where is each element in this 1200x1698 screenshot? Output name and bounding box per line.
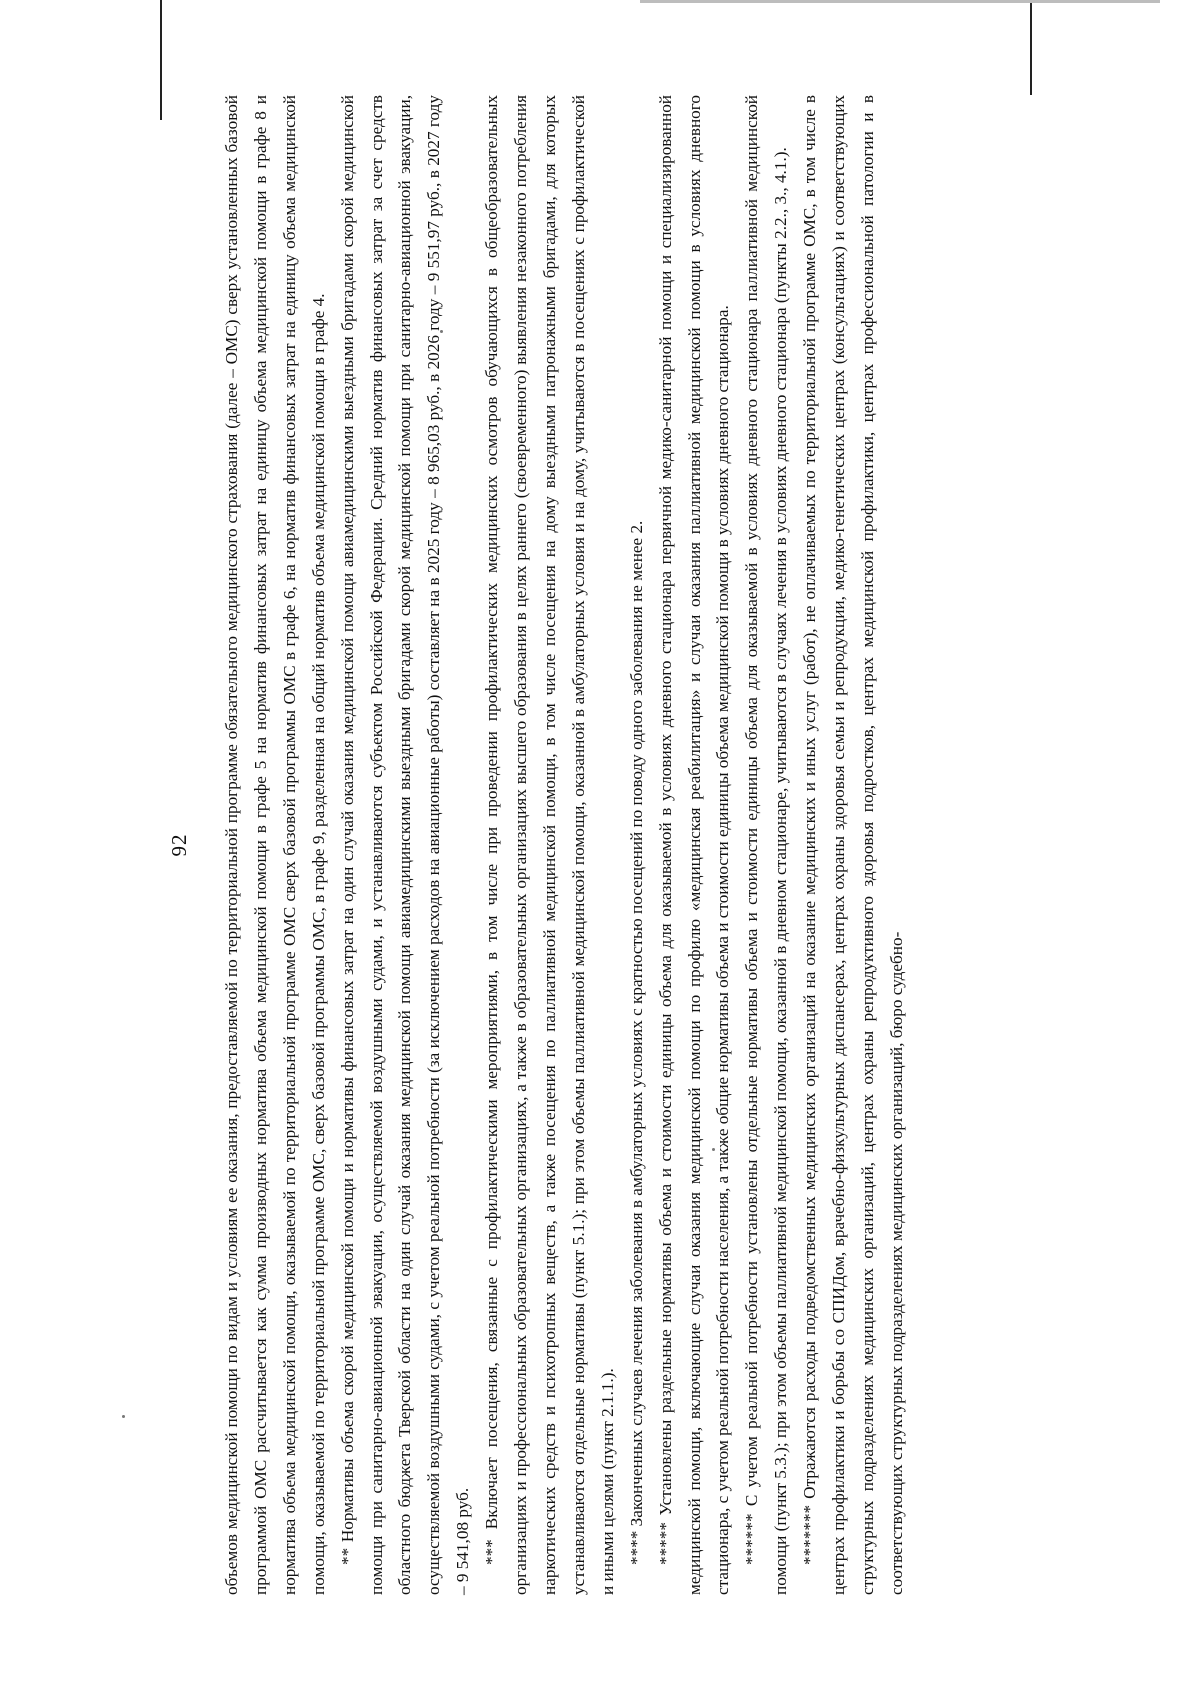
footnote-paragraph-5-stars: ***** Установлены раздельные нормативы объема и стоимости единицы объема для оказываемой в условиях дневного стационара первичной медико-санитарной помощи и специализированной медицинской помощи, включающие случаи оказания медицинской помощи по профилю «медицинская реабилитация» и случаи оказания паллиативной медицинской помощи в условиях дневного стационара, с учетом реальной потребности населения, а также общие нормативы объема и стоимости единицы объема медицинской помощи в условиях дневного стационара. [655,95,733,1595]
scan-top-line [640,0,1160,3]
footnote-paragraph-2-stars: ** Нормативы объема скорой медицинской помощи и нормативы финансовых затрат на один случай оказания медицинской помощи авиамедицинскими выездными бригадами скорой медицинской помощи при санитарно-авиационной эвакуации, осуществляемой воздушными судами, и устанавливаются субъектом Российской Федерации. Средний норматив финансовых затрат за счет средств областного бюджета Тверской области на один случай оказания медицинской помощи авиамедицинскими выездными бригадами скорой медицинской помощи при санитарно-авиационной эвакуации, осуществляемой воздушными судами, с учетом реальной потребности (за исключением расходов на авиационные работы) составляет на в 2025 году – 8 965,03 руб., в 2026 году – 9 551,97 руб., в 2027 году – 9 541,08 руб. [337,95,473,1595]
footnote-paragraph-3-stars: *** Включает посещения, связанные с профилактическими мероприятиями, в том числе при проведении профилактических медицинских осмотров обучающихся в общеобразовательных организациях и профессиональных образовательных организациях, а также в образовательных организациях высшего образования в целях раннего (своевременного) выявления незаконного потребления наркотических средств и психотропных веществ, а также посещения по паллиативной медицинской помощи, в том числе посещения на дому выездными патронажными бригадами, для которых устанавливаются отдельные нормативы (пункт 5.1.); при этом объемы паллиативной медицинской помощи, оказанной в амбулаторных условия и на дому, учитываются в посещениях с профилактической и иными целями (пункт 2.1.1.). [482,95,617,1595]
scan-edge-mark [1030,0,1032,95]
rotated-document-page [160,95,1200,1595]
footnotes-text [218,95,912,1595]
footnote-paragraph-continuation: объемов медицинской помощи по видам и условиям ее оказания, предоставляемой по территориальной программе обязательного медицинского страхования (далее – ОМС) сверх установленных базовой программой ОМС рассчитывается как сумма производных норматива объема медицинской помощи в графе 5 на норматив финансовых затрат на единицу объема медицинской помощи в графе 8 и норматива объема медицинской помощи, оказываемой по территориальной программе ОМС сверх базовой программы ОМС в графе 6, на норматив финансовых затрат на единицу объема медицинской помощи, оказываемой по территориальной программе ОМС, сверх базовой программы ОМС, в графе 9, разделенная на общий норматив объема медицинской помощи в графе 4. [222,95,328,1595]
scan-speck [122,1415,125,1418]
footnote-paragraph-7-stars: ******* Отражаются расходы подведомственных медицинских организаций на оказание медицинских и иных услуг (работ), не оплачиваемых по территориальной программе ОМС, в том числе в центрах профилактики и борьбы со СПИДом, врачебно-физкультурных диспансерах, центрах охраны здоровья семьи и репродукции, медико-генетических центрах (консультациях) и соответствующих структурных подразделениях медицинских организаций, центрах охраны репродуктивного здоровья подростков, центрах медицинской профилактики, центрах профессиональной патологии и в соответствующих структурных подразделениях медицинских организаций, бюро судебно- [800,95,906,1595]
footnote-paragraph-6-stars: ****** С учетом реальной потребности установлены отдельные нормативы объема и стоимости единицы объема для оказываемой в условиях дневного стационара паллиативной медицинской помощи (пункт 5.3.); при этом объемы паллиативной медицинской помощи, оказанной в дневном стационаре, учитываются в случаях лечения в условиях дневного стационара (пункты 2.2., 3., 4.1.). [742,95,791,1595]
footnote-paragraph-4-stars: **** Законченных случаев лечения заболевания в амбулаторных условиях с кратностью посещений по поводу одного заболевания не менее 2. [626,520,646,1565]
page-number: 92 [167,833,191,857]
